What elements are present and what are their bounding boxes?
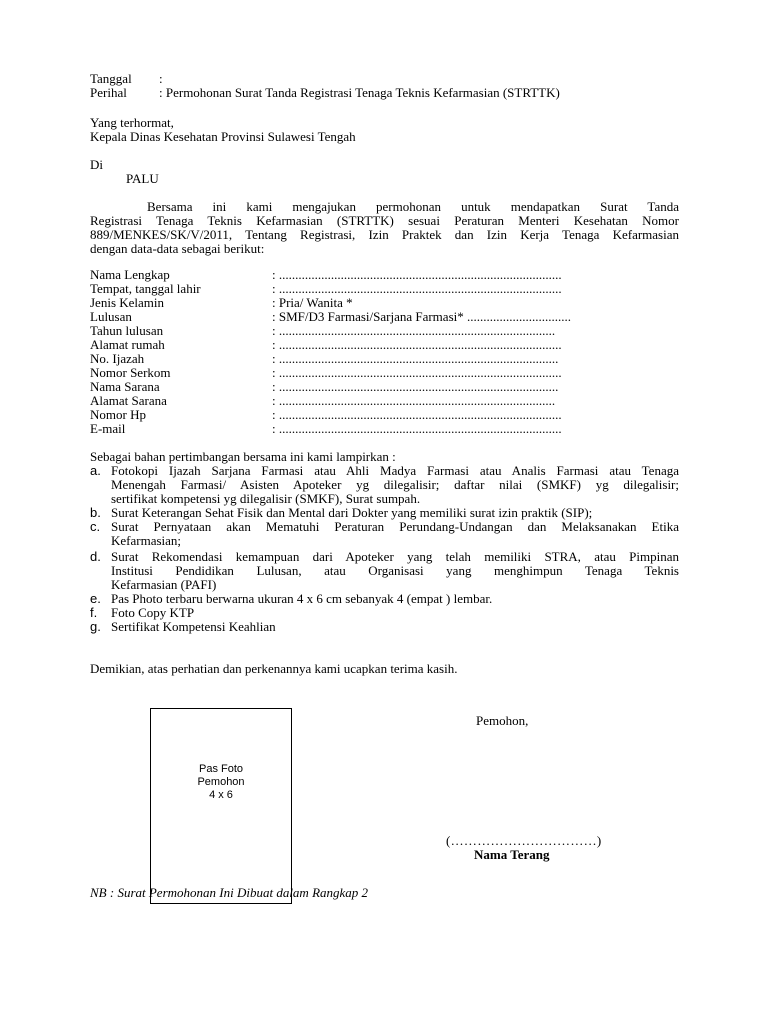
attachment-line: Kefarmasian (PAFI) [111,577,217,592]
attachment-item [90,592,679,606]
field-value: : ..................................................................................... [272,393,556,408]
attachment-line: Menengah Farmasi/ Asisten Apoteker yg dilegalisir; daftar nilai (SMKF) yg dilegalisir; [111,477,679,492]
attachment-item [90,550,679,592]
field-value: : ....................................................................................... [272,421,562,436]
field-value: : SMF/D3 Farmasi/Sarjana Farmasi* ................................ [272,309,571,324]
attachment-line: Sertifikat Kompetensi Keahlian [111,619,276,634]
field-value: : ....................................................................................... [272,365,562,380]
photo-placeholder-box [150,708,292,904]
tanggal-colon: : [159,71,163,86]
list-marker: f. [90,605,98,620]
tanggal-label: Tanggal [90,71,132,86]
field-value: : ....................................................................................... [272,337,562,352]
list-marker: c. [90,519,101,534]
signature-blank: (……………………………) [446,833,602,848]
intro-line: Bersama ini kami mengajukan permohonan untuk mendapatkan Surat Tanda [147,199,679,214]
attachment-item [90,506,679,520]
field-value: : ....................................................................................... [272,407,562,422]
attachment-text [111,550,679,592]
field-value: : Pria/ Wanita * [272,295,353,310]
attachment-text [111,620,679,634]
name-label: Nama Terang [474,847,550,862]
field-value: : ....................................................................................... [272,281,562,296]
intro-line: Registrasi Tenaga Teknis Kefarmasian (STRTTK) sesuai Peraturan Menteri Kesehatan Nomor [90,213,679,228]
attachment-text [111,592,679,606]
addressee: Kepala Dinas Kesehatan Provinsi Sulawesi Tengah [90,129,356,144]
field-label: Alamat Sarana [90,393,167,408]
list-marker: d. [90,549,101,564]
attachment-item [90,620,679,634]
footnote: NB : Surat Permohonan Ini Dibuat dalam Rangkap 2 [90,885,369,900]
attachment-item [90,520,679,548]
applicant-label: Pemohon, [476,713,529,728]
field-label: Jenis Kelamin [90,295,165,310]
list-marker: a. [90,463,101,478]
field-label: Nomor Hp [90,407,146,422]
list-marker: g. [90,619,101,634]
attachment-line: Pas Photo terbaru berwarna ukuran 4 x 6 cm sebanyak 4 (empat ) lembar. [111,591,493,606]
field-label: E-mail [90,421,126,436]
attachment-item [90,606,679,620]
field-label: Nama Lengkap [90,267,170,282]
closing-sentence: Demikian, atas perhatian dan perkenannya kami ucapkan terima kasih. [90,661,458,676]
field-label: No. Ijazah [90,351,145,366]
attachment-item [90,464,679,506]
field-value: : ....................................................................................... [272,267,562,282]
field-label: Nama Sarana [90,379,160,394]
intro-line: 889/MENKES/SK/V/2011, Tentang Registrasi, Izin Praktek dan Izin Kerja Tenaga Kefarmasian [90,227,679,242]
field-label: Tempat, tanggal lahir [90,281,201,296]
attachment-text [111,464,679,506]
attachment-line: Surat Pernyataan akan Mematuhi Peraturan Perundang-Undangan dan Melaksanakan Etika [111,519,679,534]
attachment-line: sertifikat kompetensi yg dilegalisir (SMKF), Surat sumpah. [111,491,421,506]
field-value: : ...................................................................................... [272,351,559,366]
photo-line: 4 x 6 [209,789,233,801]
perihal-label: Perihal [90,85,127,100]
attachment-line: Fotokopi Ijazah Sarjana Farmasi atau Ahli Madya Farmasi atau Analis Farmasi atau Tenaga [111,463,679,478]
salutation: Yang terhormat, [90,115,174,130]
field-label: Tahun lulusan [90,323,164,338]
attachment-line: Foto Copy KTP [111,605,195,620]
photo-placeholder-text [151,763,291,802]
di-label: Di [90,157,103,172]
attachment-line: Surat Keterangan Sehat Fisik dan Mental dari Dokter yang memiliki surat izin praktik (SIP); [111,505,593,520]
attachment-line: Surat Rekomendasi kemampuan dari Apoteker yang telah memiliki STRA, atau Pimpinan [111,549,679,564]
intro-line: dengan data-data sebagai berikut: [90,241,265,256]
list-marker: e. [90,591,101,606]
field-label: Alamat rumah [90,337,165,352]
attachment-line: Institusi Pendidikan Lulusan, atau Organisasi yang menghimpun Tenaga Teknis [111,563,679,578]
field-label: Lulusan [90,309,132,324]
attachment-text [111,520,679,548]
field-label: Nomor Serkom [90,365,171,380]
attachment-text [111,506,679,520]
photo-line: Pas Foto [198,763,244,775]
attachment-line: Kefarmasian; [111,533,182,548]
field-value: : ..................................................................................... [272,323,556,338]
field-value: : ...................................................................................... [272,379,559,394]
intro-paragraph [90,200,679,256]
perihal-value: : Permohonan Surat Tanda Registrasi Tenaga Teknis Kefarmasian (STRTTK) [159,85,560,100]
city: PALU [126,171,159,186]
attachments-intro: Sebagai bahan pertimbangan bersama ini kami lampirkan : [90,449,396,464]
attachment-text [111,606,679,620]
photo-line: Pemohon [197,776,245,788]
list-marker: b. [90,505,101,520]
